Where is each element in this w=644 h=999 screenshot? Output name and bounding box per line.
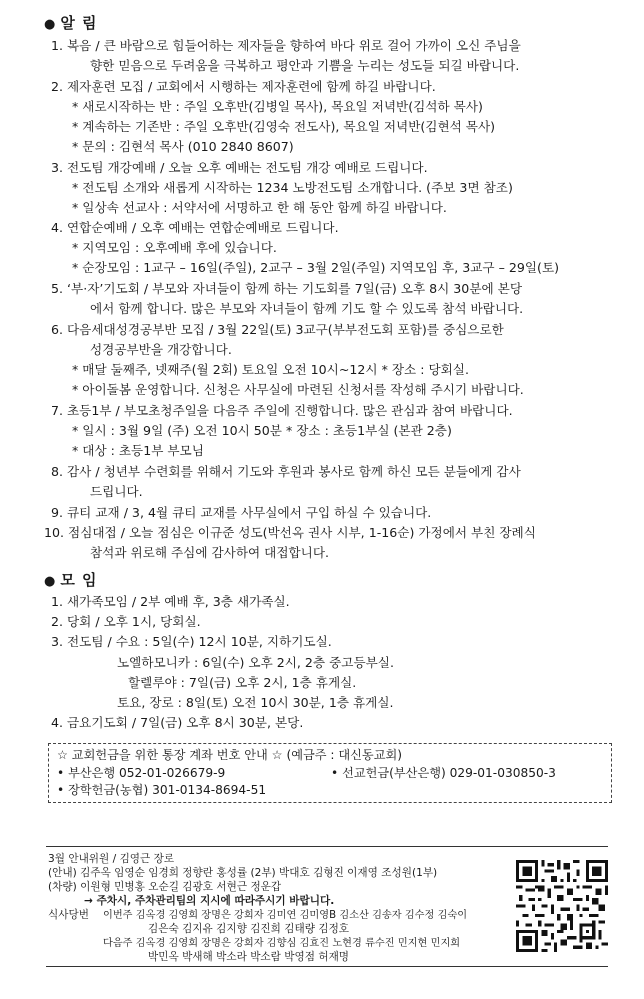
notice-line: * 문의 : 김현석 목사 (010 2840 8607) (72, 139, 294, 154)
meeting-line: 노엘하모니카 : 6일(수) 오후 2시, 2층 중고등부실. (117, 655, 394, 670)
meetings-heading: ● 모 임 (44, 571, 98, 589)
meeting-line: 할렐루야 : 7일(금) 오후 2시, 1층 휴게실. (128, 675, 357, 690)
account-header: ☆ 교회헌금을 위한 통장 계좌 번호 안내 ☆ (예금주 : 대신동교회) (57, 748, 402, 762)
parking-row: (차량) 이원형 민병홍 오순길 김광호 서현근 정운갑 (48, 881, 282, 893)
bullet-icon: ● (44, 17, 57, 32)
notice-line: 에서 함께 합니다. 많은 부모와 자녀들이 함께 기도 할 수 있도록 참석 바랍니다. (90, 301, 524, 316)
bank-account-box (48, 743, 612, 803)
notice-line: 참석과 위로해 주심에 감사하여 대접합니다. (90, 545, 329, 560)
notice-line: 4. 연합순예배 / 오후 예배는 연합순예배로 드립니다. (51, 220, 339, 235)
notice-line: 드립니다. (90, 484, 143, 499)
notice-line: 8. 감사 / 청년부 수련회를 위해서 기도와 후원과 봉사로 함께 하신 모든 분들에게 감사 (51, 464, 521, 479)
notice-line: * 순장모임 : 1교구 – 16일(주일), 2교구 – 3월 2일(주일) 지역모임 후, 3교구 – 29일(토) (72, 260, 560, 275)
meal-row: 이번주 김옥경 김영희 장명은 강희자 김미연 김미영B 김소산 김송자 김수정 김숙이 (103, 910, 468, 921)
account-busan: • 부산은행 052-01-026679-9 (57, 766, 226, 780)
notice-line: 7. 초등1부 / 부모초청주일을 다음주 주일에 진행합니다. 많은 관심과 참여 바랍니다. (51, 403, 513, 418)
notice-line: * 일시 : 3월 9일 (주) 오전 10시 50분 * 장소 : 초등1부실 (본관 2층) (72, 423, 452, 438)
qr-code-icon[interactable] (516, 860, 608, 952)
account-scholarship: • 장학헌금(농협) 301-0134-8694-51 (57, 783, 267, 797)
notice-line: * 일상속 선교사 : 서약서에 서명하고 한 해 동안 함께 하길 바랍니다. (72, 200, 447, 215)
notice-line: 향한 믿음으로 두려움을 극복하고 평안과 기쁨을 누리는 성도들 되길 바랍니다. (90, 58, 520, 73)
notices-heading: ● 알 림 (44, 14, 98, 32)
notice-line: 5. ‘부·자’기도회 / 부모와 자녀들이 함께 하는 기도회를 7일(금) 오후 8시 30분에 본당 (51, 281, 522, 296)
meeting-line: 3. 전도팀 / 수요 : 5일(수) 12시 10분, 지하기도실. (51, 634, 332, 649)
notice-line: 2. 제자훈련 모집 / 교회에서 시행하는 제자훈련에 함께 하길 바랍니다. (51, 79, 436, 94)
meeting-line: 1. 새가족모임 / 2부 예배 후, 3층 새가족실. (51, 594, 290, 609)
notice-line: * 아이돌봄 운영합니다. 신청은 사무실에 마련된 신청서를 작성해 주시기 바랍니다. (72, 382, 524, 397)
notice-line: 9. 큐티 교재 / 3, 4월 큐티 교재를 사무실에서 구입 하실 수 있습니다. (51, 505, 432, 520)
meeting-line: 2. 당회 / 오후 1시, 당회실. (51, 614, 201, 629)
notice-line: * 대상 : 초등1부 부모님 (72, 443, 204, 458)
notice-line: 10. 점심대접 / 오늘 점심은 이규준 성도(박선옥 권사 시부, 1-16순) 가정에서 부친 장례식 (44, 525, 536, 540)
footer-top-rule (46, 846, 608, 847)
guide-row: (안내) 김주옥 임영순 임경희 정향란 홍성률 (2부) 박대호 김형진 이재영 조성원(1부) (48, 867, 438, 879)
notice-line: 6. 다음세대성경공부반 모집 / 3월 22일(토) 3교구(부부전도회 포함)를 중심으로한 (51, 322, 504, 337)
meal-label: 식사당번 (48, 909, 89, 921)
notice-line: * 매달 둘째주, 넷째주(월 2회) 토요일 오전 10시~12시 * 장소 : 당회실. (72, 362, 469, 377)
parking-note: → 주차시, 주차관리팀의 지시에 따라주시기 바랍니다. (84, 895, 335, 907)
notice-line: * 전도팀 소개와 새롭게 시작하는 1234 노방전도팀 소개합니다. (주보 3면 참조) (72, 180, 513, 195)
footer-bottom-rule (46, 966, 608, 967)
guide-heading: 3월 안내위원 / 김영근 장로 (48, 853, 175, 865)
meal-row: 박민옥 박새해 박소라 박소람 박영점 허재명 (148, 951, 350, 963)
notice-line: * 계속하는 기존반 : 주일 오후반(김영숙 전도사), 목요일 저녁반(김현석 목사) (72, 119, 496, 134)
notice-line: * 지역모임 : 오후예배 후에 있습니다. (72, 240, 277, 255)
account-mission: • 선교헌금(부산은행) 029-01-030850-3 (331, 766, 556, 780)
bullet-icon: ● (44, 574, 57, 589)
notice-line: 3. 전도팀 개강예배 / 오늘 오후 예배는 전도팀 개강 예배로 드립니다. (51, 160, 428, 175)
meeting-line: 4. 금요기도회 / 7일(금) 오후 8시 30분, 본당. (51, 715, 304, 730)
meeting-line: 토요, 장로 : 8일(토) 오전 10시 30분, 1층 휴게실. (117, 695, 394, 710)
notice-line: 성경공부반을 개강합니다. (90, 342, 232, 357)
notice-line: * 새로시작하는 반 : 주일 오후반(김병일 목사), 목요일 저녁반(김석하 목사) (72, 99, 483, 114)
notice-line: 1. 복음 / 큰 바람으로 힘들어하는 제자들을 향하여 바다 위로 걸어 가까이 오신 주님을 (51, 38, 521, 53)
meal-row: 김은숙 김지유 김지향 김진희 김태량 김정호 (148, 923, 350, 935)
meal-row: 다음주 김옥경 김영희 장명은 강희자 김향심 김효진 노현경 류수진 민지현 민지희 (103, 938, 461, 949)
